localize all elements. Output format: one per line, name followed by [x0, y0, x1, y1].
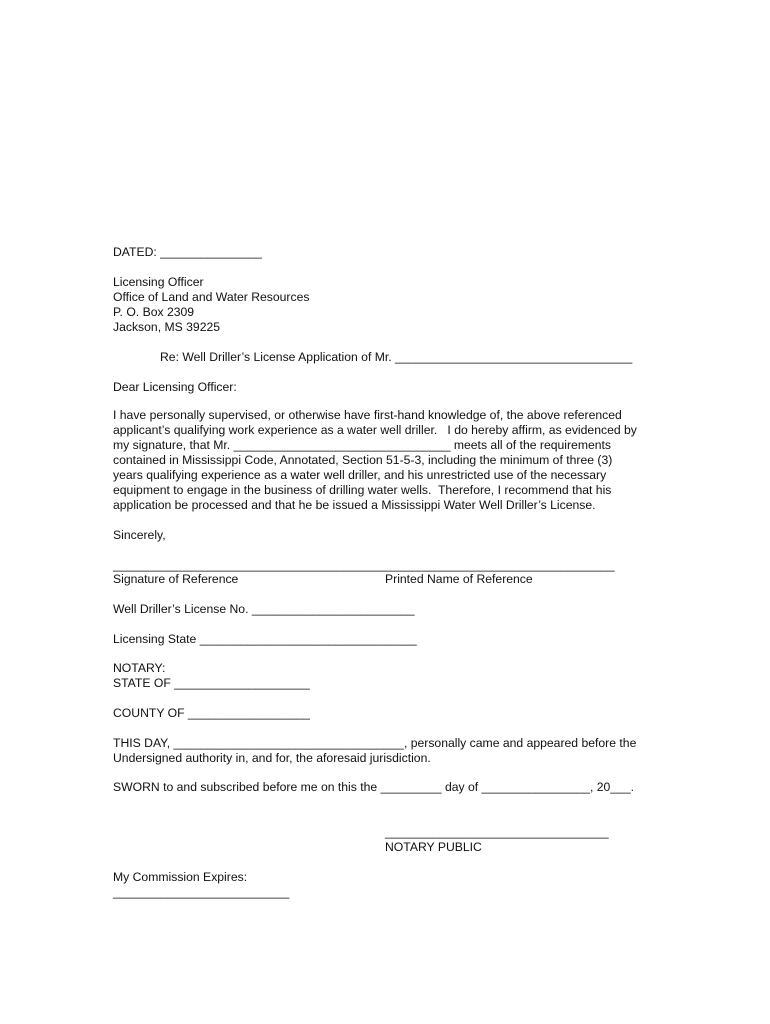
- notary-public-label: NOTARY PUBLIC: [385, 840, 482, 854]
- notary-public-rule: _________________________________: [385, 825, 609, 839]
- recipient-city: Jackson, MS 39225: [113, 320, 221, 334]
- license-number-line: Well Driller’s License No. ________________________: [113, 602, 415, 616]
- printed-name-label: Printed Name of Reference: [385, 572, 533, 586]
- body-line: equipment to engage in the business of drilling water wells. Therefore, I recommend that his: [113, 483, 612, 497]
- dated-line: DATED: _______________: [113, 245, 262, 259]
- licensing-state-line: Licensing State ________________________________: [113, 632, 417, 646]
- body-paragraph: [113, 408, 661, 513]
- re-line: Re: Well Driller’s License Application of Mr. ___________________________________: [160, 350, 633, 364]
- commission-expires-rule: __________________________: [113, 885, 290, 899]
- closing: Sincerely,: [113, 528, 166, 542]
- body-line: application be processed and that he be issued a Mississippi Water Well Driller’s License.: [113, 498, 596, 512]
- recipient-po-box: P. O. Box 2309: [113, 305, 195, 319]
- recipient-office: Office of Land and Water Resources: [113, 290, 310, 304]
- signature-label: Signature of Reference: [113, 572, 239, 586]
- body-line: I have personally supervised, or otherwise have first-hand knowledge of, the above referenced: [113, 408, 622, 422]
- recipient-title: Licensing Officer: [113, 275, 204, 289]
- this-day-line: THIS DAY, __________________________________, personally came and appeared before the: [113, 736, 637, 750]
- body-line: my signature, that Mr. ________________________________ meets all of the requirements: [113, 438, 612, 452]
- signature-rule: __________________________________________________________________________: [113, 558, 615, 572]
- body-line: years qualifying experience as a water well driller, and his unrestricted use of the necessary: [113, 468, 607, 482]
- notary-state-line: STATE OF ____________________: [113, 676, 310, 690]
- this-day-line: Undersigned authority in, and for, the aforesaid jurisdiction.: [113, 751, 431, 765]
- notary-heading: NOTARY:: [113, 661, 166, 675]
- salutation: Dear Licensing Officer:: [113, 380, 237, 394]
- sworn-line: SWORN to and subscribed before me on this the _________ day of ________________, 20___.: [113, 780, 635, 794]
- body-line: contained in Mississippi Code, Annotated, Section 51-5-3, including the minimum of three (3): [113, 453, 613, 467]
- commission-expires-label: My Commission Expires:: [113, 870, 248, 884]
- body-line: applicant’s qualifying work experience as a water well driller. I do hereby affirm, as evidenced by: [113, 423, 637, 437]
- notary-county-line: COUNTY OF __________________: [113, 706, 310, 720]
